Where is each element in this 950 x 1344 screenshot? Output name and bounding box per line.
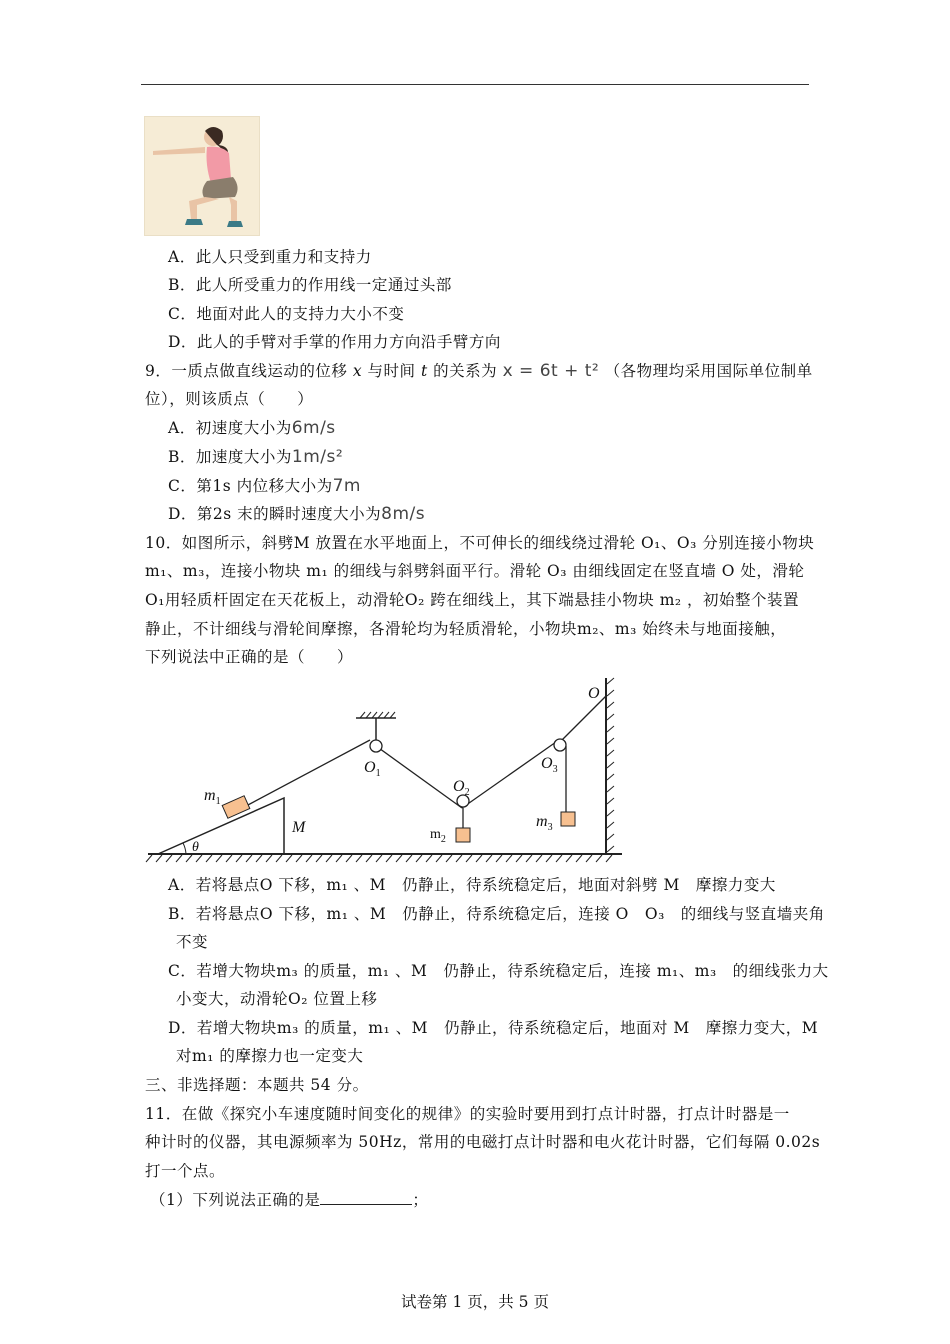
q10-stem-line5: 下列说法中正确的是（ ）	[145, 648, 354, 666]
q9-option-b: B．加速度大小为1m/s²	[168, 447, 344, 467]
header-rule	[141, 84, 809, 85]
q9-option-a: A．初速度大小为6m/s	[168, 418, 336, 438]
q11-stem-line1: 11．在做《探究小车速度随时间变化的规律》的实验时要用到打点计时器，打点计时器是一	[145, 1105, 790, 1123]
q11-stem-line2: 种计时的仪器，其电源频率为 50Hz，常用的电磁打点计时器和电火花计时器，它们每隔 0.02s	[145, 1133, 821, 1151]
label-o1: $O_1$	[364, 759, 381, 779]
q8-option-c: C．地面对此人的支持力大小不变	[168, 305, 405, 323]
svg-text:θ: θ	[192, 840, 199, 855]
q10-stem-line2: m₁、m₃，连接小物块 m₁ 的细线与斜劈斜面平行。滑轮 O₃ 由细线固定在竖直墙 O 处，滑轮	[145, 562, 805, 580]
q8-option-d: D．此人的手臂对手掌的作用力方向沿手臂方向	[168, 333, 501, 351]
label-m1: $m_1$	[204, 787, 221, 807]
q10-option-c: C．若增大物块m₃ 的质量，m₁ 、M 仍静止，待系统稳定后，连接 m₁、m₃ 的细线张力大	[168, 962, 829, 980]
squat-person-image	[144, 116, 260, 236]
svg-text:O: O	[588, 685, 600, 702]
q11-stem-line3: 打一个点。	[145, 1162, 226, 1180]
q9-stem-line1: 9．一质点做直线运动的位移 x 与时间 t 的关系为 x = 6t + t² （各物理均采用国际单位制单	[145, 361, 813, 381]
q10-option-c-cont: 小变大，动滑轮O₂ 位置上移	[176, 990, 378, 1008]
label-m2: $m_2$	[430, 827, 446, 845]
q9-formula: x = 6t + t²	[502, 361, 600, 381]
q10-option-d-cont: 对m₁ 的摩擦力也一定变大	[176, 1047, 364, 1065]
q11-sub1: （1）下列说法正确的是 ；	[150, 1191, 429, 1209]
page-footer: 试卷第 1 页，共 5 页	[401, 1293, 549, 1311]
answer-blank[interactable]	[320, 1190, 412, 1205]
label-m3: $m_3$	[536, 813, 553, 833]
label-o3: $O_3$	[541, 755, 558, 775]
q10-option-d: D．若增大物块m₃ 的质量，m₁ 、M 仍静止，待系统稳定后，地面对 M 摩擦力变大，M	[168, 1019, 819, 1037]
q8-option-a: A．此人只受到重力和支持力	[168, 248, 372, 266]
q9-stem-line2: 位），则该质点（ ）	[145, 390, 314, 408]
q10-stem-line1: 10．如图所示，斜劈M 放置在水平地面上，不可伸长的细线绕过滑轮 O₁、O₃ 分别连接小物块	[145, 534, 815, 552]
q10-option-b-cont: 不变	[176, 933, 209, 951]
q8-option-b: B．此人所受重力的作用线一定通过头部	[168, 276, 452, 294]
q10-stem-line4: 静止，不计细线与滑轮间摩擦，各滑轮均为轻质滑轮，小物块m₂、m₃ 始终未与地面接触，	[145, 620, 787, 638]
q10-stem-line3: O₁用轻质杆固定在天花板上，动滑轮O₂ 跨在细线上，其下端悬挂小物块 m₂ ，初始整个装置	[145, 591, 800, 609]
label-o2: $O_2$	[453, 778, 470, 798]
q10-option-b: B．若将悬点O 下移，m₁ 、M 仍静止，待系统稳定后，连接 O O₃ 的细线与竖直墙夹角	[168, 905, 825, 923]
q9-option-d: D．第2s 末的瞬时速度大小为8m/s	[168, 504, 426, 524]
q9-option-c: C．第1s 内位移大小为7m	[168, 476, 361, 496]
q10-option-a: A．若将悬点O 下移，m₁ 、M 仍静止，待系统稳定后，地面对斜劈 M 摩擦力变大	[168, 876, 776, 894]
section-3-heading: 三、非选择题：本题共 54 分。	[145, 1076, 369, 1094]
svg-text:M: M	[292, 819, 306, 836]
pulley-incline-diagram	[145, 675, 625, 865]
